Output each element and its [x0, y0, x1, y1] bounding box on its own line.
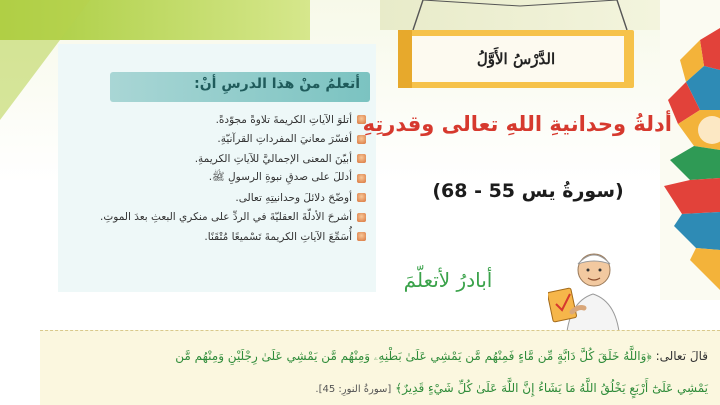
- verse-text-2: يَمْشِي عَلَىٰٓ أَرْبَعٍ يَخْلُقُ اللَّهُ مَا يَشَاءُ إِنَّ اللَّهَ عَلَىٰ كُلِّ شَيْءٍ قَدِيرٌ﴾: [395, 381, 708, 395]
- bullet-icon: [357, 232, 366, 241]
- verse-text-1: ﴿وَاللَّهُ خَلَقَ كُلَّ دَابَّةٍ مِّن مَّاءٍ فَمِنْهُم مَّن يَمْشِي عَلَىٰ بَطْنِهِۦ وَمِنْهُم مَّن يَمْشِي عَلَىٰ رِجْلَيْنِ وَمِنْهُم مَّن: [175, 349, 652, 363]
- verse-line-1: [48, 349, 708, 364]
- bullet-icon: [357, 174, 366, 183]
- goal-item: أفسّرَ معانيَ المفرداتِ القرآنيّةِ.: [71, 130, 366, 150]
- surah-reference: (سورةُ يس 55 - 68): [432, 180, 624, 202]
- verse-box: [40, 330, 720, 405]
- goal-item: أتلوَ الآياتِ الكريمةَ تلاوةً مجوّدةً.: [71, 110, 366, 130]
- card-tab: [398, 30, 412, 88]
- geometric-ornament: [660, 0, 720, 300]
- bullet-icon: [357, 213, 366, 222]
- goal-item: أدللَ على صدقِ نبوةِ الرسولِ ﷺ.: [71, 169, 366, 189]
- bullet-icon: [357, 135, 366, 144]
- goals-header-bar: [110, 72, 370, 102]
- goal-item: أشرحَ الأدلّةَ العقليّةَ في الردِّ على منكري البعثِ بعدَ الموتِ.: [71, 208, 366, 228]
- verse-citation: [سورةُ النورِ: 45].: [315, 384, 392, 395]
- goal-item: أبيّنَ المعنى الإجماليَّ للآياتِ الكريمةِ.: [71, 149, 366, 169]
- bullet-icon: [357, 193, 366, 202]
- learning-goals-box: [58, 44, 376, 292]
- lesson-title-card: [398, 30, 634, 88]
- verse-intro: قالَ تعالى:: [655, 349, 708, 363]
- verse-line-2: [48, 381, 708, 395]
- lesson-number: الدَّرْسُ الأَوَّلُ: [476, 50, 556, 68]
- goals-heading: أتعلمُ منْ هذا الدرسِ أنْ:: [194, 76, 360, 92]
- bullet-icon: [357, 154, 366, 163]
- start-learning-heading: أبادرُ لأتعلّمَ: [403, 268, 493, 292]
- lesson-title: أدلةُ وحدانيةِ اللهِ تعالى وقدرتِهِ: [362, 112, 672, 136]
- student-illustration: [548, 232, 638, 342]
- goal-item: أوضّحَ دلائلَ وحدانيتِهِ تعالى.: [71, 188, 366, 208]
- goals-list: [71, 110, 366, 247]
- goal-item: أُسَمِّعَ الآياتِ الكريمةَ تَسْميعًا مُتْقَنًا.: [71, 227, 366, 247]
